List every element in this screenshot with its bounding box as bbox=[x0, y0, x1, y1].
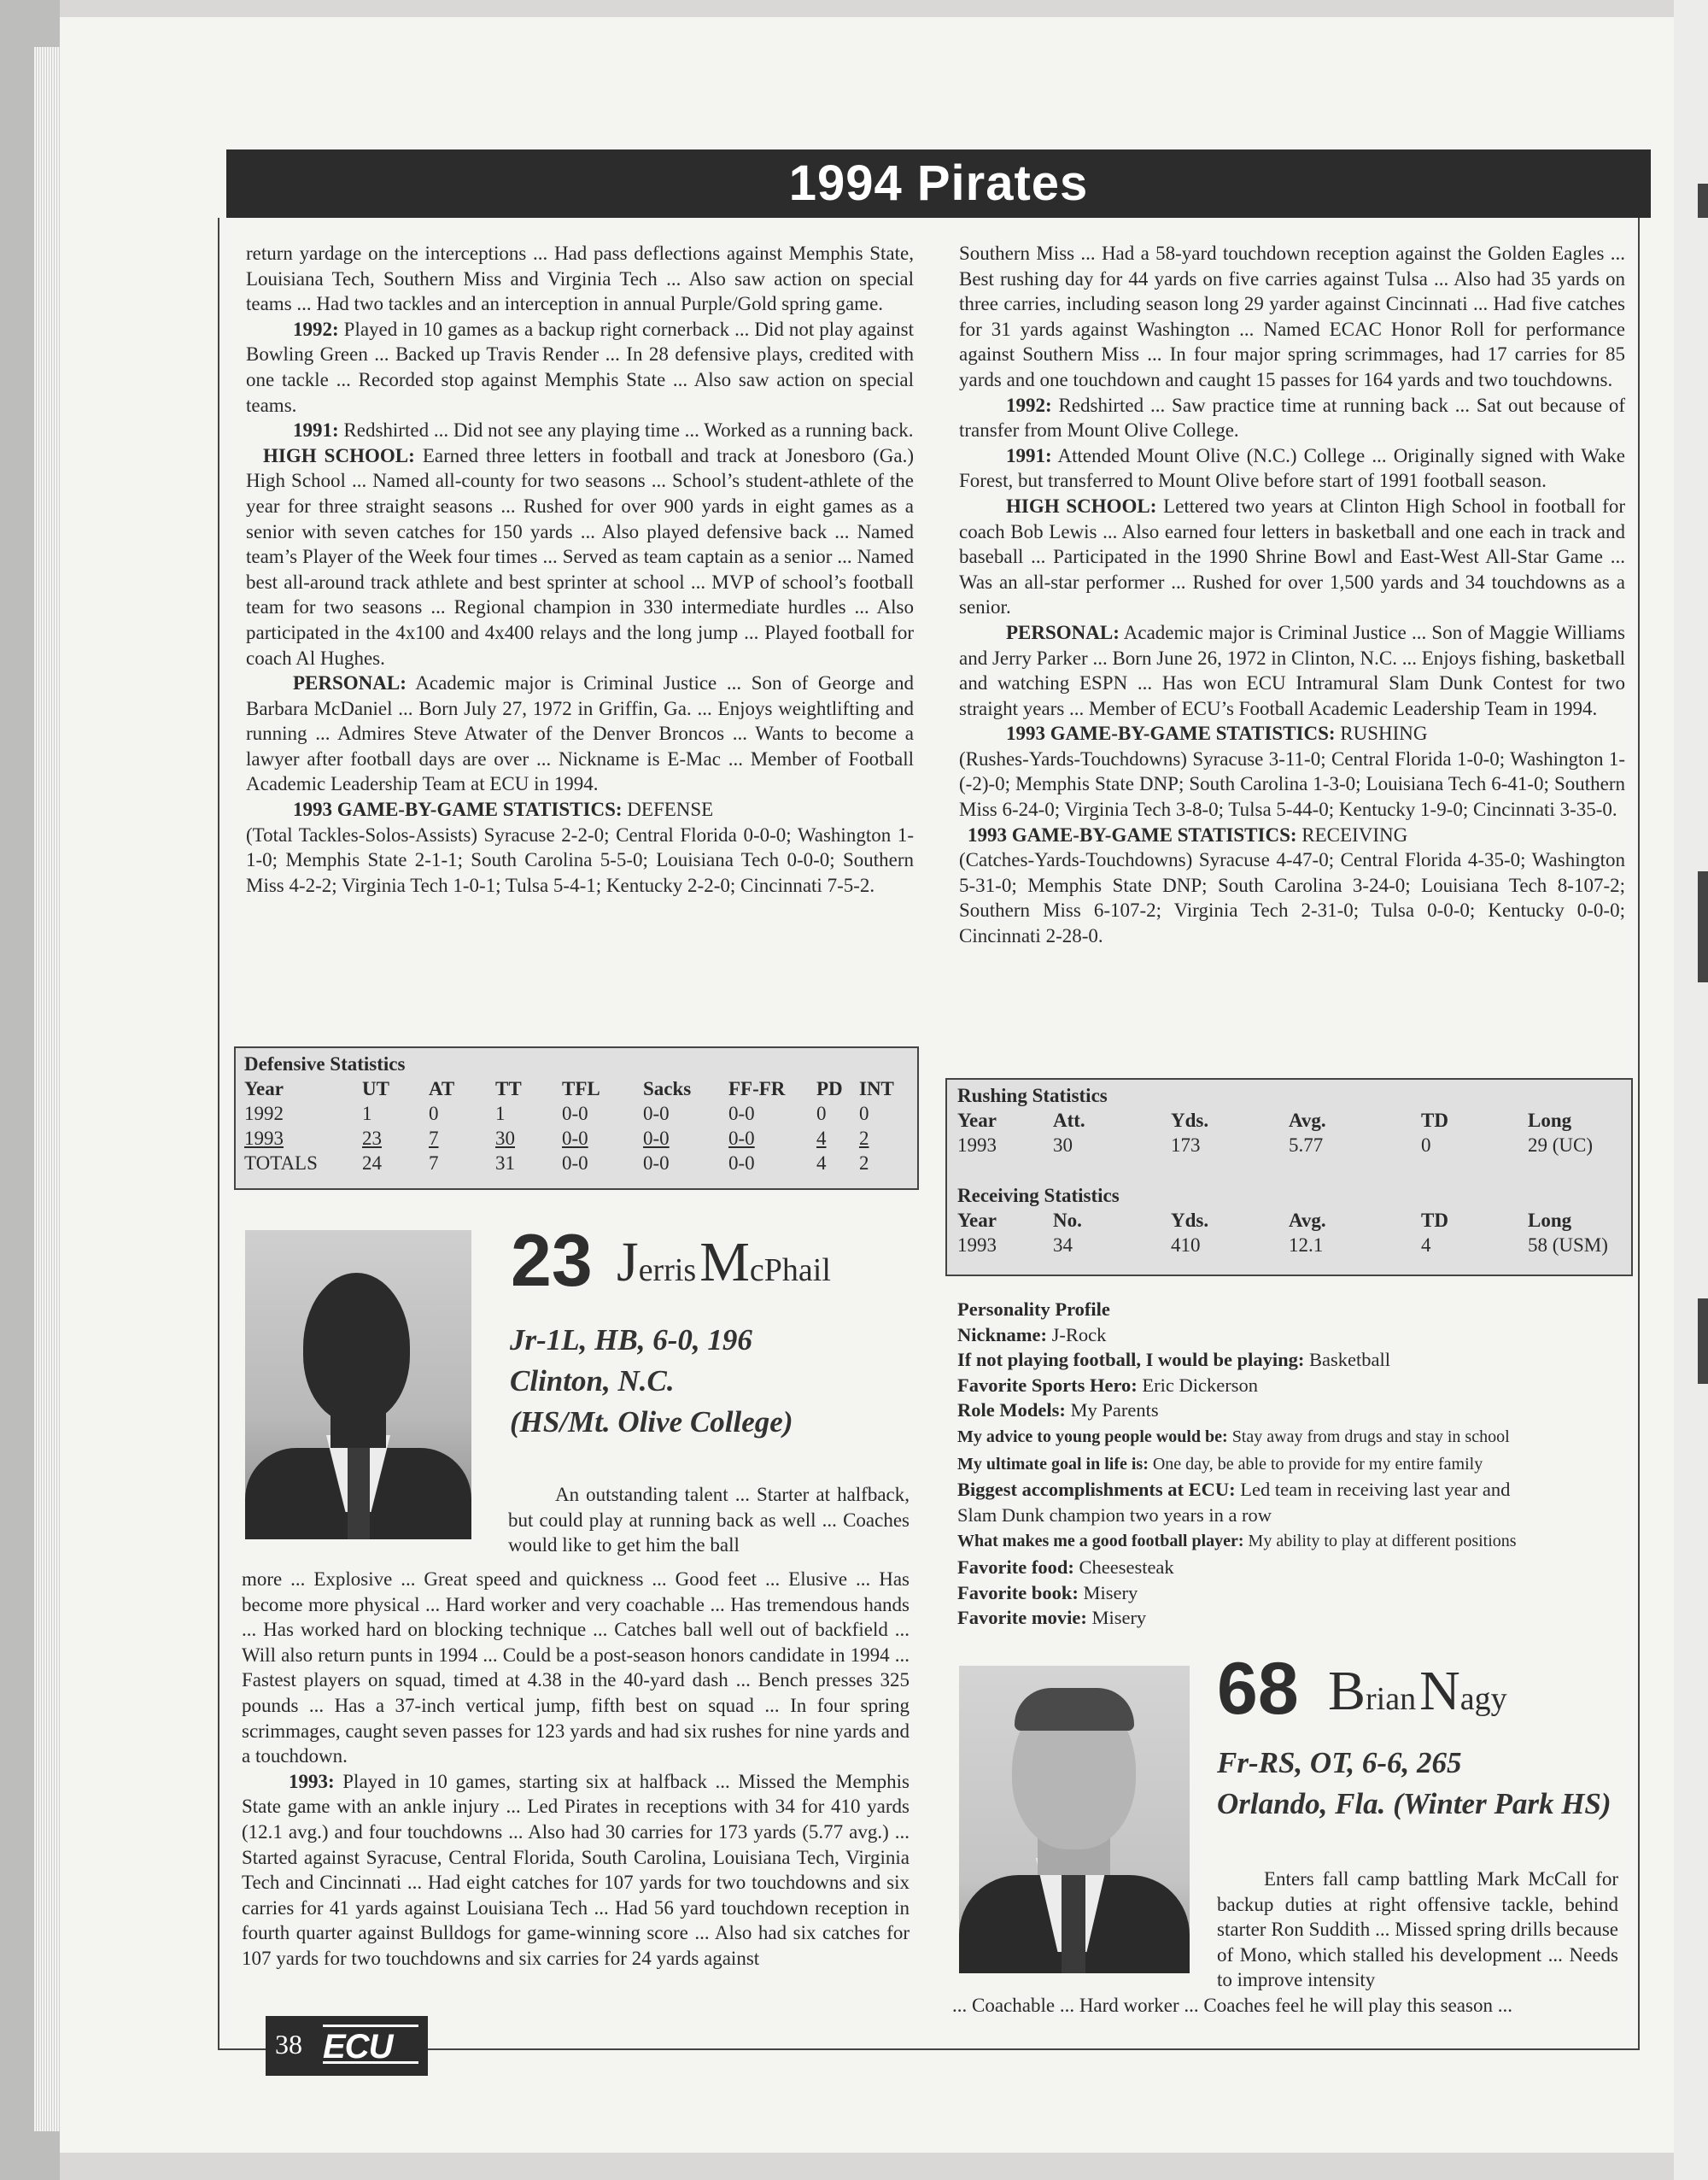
paragraph bbox=[246, 317, 914, 418]
paragraph-label: 1992: bbox=[293, 318, 339, 340]
player-hometown: Clinton, N.C. bbox=[510, 1364, 675, 1398]
next-page-edge bbox=[1674, 0, 1708, 2180]
name-rest: rian bbox=[1366, 1681, 1417, 1717]
column-header: Sacks bbox=[643, 1078, 692, 1099]
table-cell: 5.77 bbox=[1289, 1134, 1324, 1156]
photo-tie bbox=[348, 1448, 370, 1539]
next-page-mark bbox=[1698, 1298, 1708, 1384]
profile-value: Misery bbox=[1078, 1581, 1138, 1603]
profile-item bbox=[957, 1477, 1632, 1503]
paragraph-text: Academic major is Criminal Justice ... Son of George and Barbara McDaniel ... Born July 27, 1972 in Griffin, Ga. ... Enjoys weightlifting and running ... Admires Steve Atwater of the Denver Broncos ... Wants to become a lawyer after football days are over ... Nickname is E-Mac ... Member of Football Academic Leadership Team at ECU in 1994. bbox=[246, 672, 914, 795]
paragraph-label: HIGH SCHOOL: bbox=[263, 444, 415, 466]
table-cell: 0 bbox=[1421, 1134, 1431, 1156]
column-header: TT bbox=[495, 1078, 522, 1099]
table-cell: 4 bbox=[816, 1152, 827, 1174]
table-cell: 1992 bbox=[244, 1103, 284, 1124]
paragraph bbox=[959, 721, 1625, 747]
profile-item bbox=[957, 1527, 1632, 1555]
player-school: (HS/Mt. Olive College) bbox=[510, 1405, 793, 1439]
profile-item bbox=[957, 1555, 1632, 1580]
table-cell: 4 bbox=[816, 1128, 827, 1149]
profile-key: Role Models: bbox=[957, 1399, 1066, 1421]
paragraph: ... Coachable ... Hard worker ... Coaches feel he will play this season ... bbox=[952, 1995, 1512, 2016]
player-photo bbox=[959, 1666, 1190, 1973]
table-cell: 0-0 bbox=[562, 1103, 588, 1124]
table-cell: 410 bbox=[1171, 1234, 1201, 1256]
table-cell: 173 bbox=[1171, 1134, 1201, 1156]
column-header: Att. bbox=[1053, 1110, 1085, 1131]
paragraph-text: Redshirted ... Saw practice time at running back ... Sat out because of transfer from Mount Olive College. bbox=[959, 394, 1625, 442]
table-cell: 34 bbox=[1053, 1234, 1073, 1256]
frame-left-rule bbox=[218, 218, 219, 2050]
profile-key: My ultimate goal in life is: bbox=[957, 1454, 1149, 1474]
paragraph: more ... Explosive ... Great speed and quickness ... Good feet ... Elusive ... Has become more physical ... Hard worker and very coachable ... Has tremendous hands ... Has worked hard on blocking technique ... Catches ball well out of backfield ... Will also return punts in 1994 ... Could be a post-season honors candidate in 1994 ... Fastest players on squad, timed at 4.38 in the 40-yard dash ... Bench presses 325 pounds ... Has a 37-inch vertical jump, fifth best on squad ... In four spring scrimmages, caught seven passes for 123 yards and had six rushes for nine yards and a touchdown. bbox=[242, 1568, 910, 1767]
table-cell: 1 bbox=[495, 1103, 506, 1124]
table-title: Receiving Statistics bbox=[957, 1185, 1120, 1206]
paragraph: Enters fall camp battling Mark McCall for backup duties at right offensive tackle, behind starter Ron Suddith ... Missed spring drills because of Mono, which stalled his development ... Needs to improve intensity bbox=[1217, 1868, 1618, 1991]
name-rest: erris bbox=[638, 1252, 697, 1288]
paragraph-text: RECEIVING bbox=[1296, 823, 1408, 846]
player-number: 23 bbox=[511, 1220, 593, 1302]
column-header: Long bbox=[1528, 1210, 1572, 1231]
profile-key: What makes me a good football player: bbox=[957, 1532, 1244, 1551]
photo-tie bbox=[1062, 1871, 1085, 1973]
paragraph: An outstanding talent ... Starter at halfback, but could play at running back as well ... Coaches would like to get him the ball bbox=[508, 1484, 910, 1556]
column-header: TD bbox=[1421, 1110, 1448, 1131]
paragraph bbox=[246, 671, 914, 797]
paragraph-label: 1993 GAME-BY-GAME STATISTICS: bbox=[968, 823, 1297, 846]
paragraph-text: Earned three letters in football and track at Jonesboro (Ga.) High School ... Named all-county for two seasons ... School’s student-athlete of the year for three straight seasons ... Rushed for over 900 yards in eight games as a senior with seven catches for 150 yards ... Also played defensive back ... Named team’s Player of the Week four times ... Served as team captain as a senior ... Named best all-around track athlete and best sprinter at school ... MVP of school’s football team for two seasons ... Regional champion in 330 intermediate hurdles ... Also participated in the 4x100 and 4x400 relays and the long jump ... Played football for coach Al Hughes. bbox=[246, 444, 914, 669]
paragraph bbox=[246, 418, 914, 443]
column-header: INT bbox=[859, 1078, 894, 1099]
receiving-stats-table bbox=[957, 1208, 1621, 1257]
name-initial: B bbox=[1328, 1660, 1366, 1722]
player-hometown: Orlando, Fla. (Winter Park HS) bbox=[1217, 1787, 1611, 1820]
table-cell: 0 bbox=[816, 1103, 827, 1124]
table-header-row bbox=[957, 1108, 1621, 1133]
profile-value: Misery bbox=[1086, 1607, 1147, 1629]
table-cell: 0 bbox=[429, 1103, 439, 1124]
column-header: Long bbox=[1528, 1110, 1572, 1131]
paragraph-label: PERSONAL: bbox=[293, 672, 407, 694]
column-header: UT bbox=[362, 1078, 389, 1099]
table-cell: 1 bbox=[362, 1103, 372, 1124]
paragraph-text: Played in 10 games as a backup right cornerback ... Did not play against Bowling Green ... Backed up Travis Render ... In 28 defensive plays, credited with one tackle ... Recorded stop against Memphis State ... Also saw action on special teams. bbox=[246, 318, 914, 416]
paragraph-text: Lettered two years at Clinton High School in football for coach Bob Lewis ... Also earned four letters in basketball and one each in track and baseball ... Participated in the 1990 Shrine Bowl and East-West All-Star Game ... Was an all-star performer ... Rushed for over 1,500 yards and 34 touchdowns as a senior. bbox=[959, 495, 1625, 618]
table-cell: 0-0 bbox=[562, 1128, 588, 1149]
paragraph-label: 1993 GAME-BY-GAME STATISTICS: bbox=[293, 799, 623, 821]
column-header: TFL bbox=[562, 1078, 600, 1099]
profile-title: Personality Profile bbox=[957, 1298, 1110, 1320]
paragraph-label: 1992: bbox=[1006, 394, 1052, 416]
table-cell: 0-0 bbox=[728, 1152, 755, 1174]
column-header: Year bbox=[957, 1110, 997, 1131]
table-cell: 0-0 bbox=[643, 1103, 670, 1124]
paragraph: Southern Miss ... Had a 58-yard touchdown reception against the Golden Eagles ... Best rushing day for 44 yards on five carries against Tulsa ... Also had 35 yards on three carries, including season long 29 yarder against Cincinnati ... Had five catches for 31 yards against Washington ... Named ECAC Honor Roll for performance against Southern Miss ... In four major spring scrimmages, had 17 carries for 85 yards and one touchdown and caught 15 passes for 164 yards and two touchdowns. bbox=[959, 243, 1625, 390]
paragraph-text: Redshirted ... Did not see any playing time ... Worked as a running back. bbox=[338, 419, 914, 442]
column-header: AT bbox=[429, 1078, 455, 1099]
column-header: Yds. bbox=[1171, 1210, 1209, 1231]
player-position: Fr-RS, OT, 6-6, 265 bbox=[1217, 1746, 1462, 1779]
player-name bbox=[1328, 1659, 1507, 1724]
profile-item bbox=[957, 1373, 1632, 1398]
table-cell: 7 bbox=[429, 1128, 439, 1149]
profile-key: Favorite movie: bbox=[957, 1607, 1087, 1629]
paragraph bbox=[246, 443, 914, 671]
profile-value: Slam Dunk champion two years in a row bbox=[957, 1503, 1272, 1526]
player-bio bbox=[242, 1567, 910, 1972]
spacer bbox=[957, 1157, 1621, 1183]
profile-key: Favorite food: bbox=[957, 1556, 1074, 1578]
profile-item bbox=[957, 1423, 1632, 1450]
left-column bbox=[246, 241, 914, 898]
table-cell: 23 bbox=[362, 1128, 382, 1149]
profile-value: One day, be able to provide for my entire family bbox=[1148, 1454, 1483, 1474]
table-cell: 0-0 bbox=[643, 1128, 670, 1149]
profile-item bbox=[957, 1503, 1632, 1528]
profile-value: My Parents bbox=[1065, 1399, 1159, 1421]
column-header: Yds. bbox=[1171, 1110, 1209, 1131]
paragraph bbox=[959, 620, 1625, 721]
frame-bottom-rule bbox=[218, 2048, 1640, 2050]
right-column bbox=[959, 241, 1625, 949]
table-row bbox=[957, 1233, 1621, 1257]
rushing-receiving-stats bbox=[945, 1078, 1633, 1276]
profile-item bbox=[957, 1605, 1632, 1631]
name-rest: agy bbox=[1459, 1681, 1507, 1717]
next-page-mark bbox=[1698, 871, 1708, 982]
table-cell: 0-0 bbox=[728, 1103, 755, 1124]
table-title: Rushing Statistics bbox=[957, 1085, 1108, 1106]
paragraph bbox=[959, 494, 1625, 620]
profile-key: Biggest accomplishments at ECU: bbox=[957, 1479, 1236, 1501]
paragraph-label: 1993 GAME-BY-GAME STATISTICS: bbox=[1006, 723, 1336, 745]
rushing-stats-table bbox=[957, 1108, 1621, 1157]
paragraph-text: RUSHING bbox=[1335, 723, 1428, 745]
defensive-stats-table bbox=[234, 1046, 919, 1190]
table-cell: 58 (USM) bbox=[1528, 1234, 1608, 1256]
table-cell: 2 bbox=[859, 1152, 869, 1174]
table-cell: 4 bbox=[1421, 1234, 1431, 1256]
column-header: Year bbox=[244, 1078, 284, 1099]
paragraph-text: Attended Mount Olive (N.C.) College ... Originally signed with Wake Forest, but transferred to Mount Olive before start of 1991 football season. bbox=[959, 444, 1625, 492]
paragraph-label: PERSONAL: bbox=[1006, 621, 1120, 643]
paragraph: (Catches-Yards-Touchdowns) Syracuse 4-47-0; Central Florida 4-35-0; Washington 5-31-0; Memphis State DNP; South Carolina 3-24-0; Louisiana Tech 8-107-2; Southern Miss 6-107-2; Virginia Tech 2-31-0; Tulsa 0-0-0; Kentucky 0-0-0; Cincinnati 2-28-0. bbox=[959, 849, 1625, 947]
table-row bbox=[244, 1151, 909, 1175]
paragraph bbox=[959, 393, 1625, 443]
column-header: FF-FR bbox=[728, 1078, 786, 1099]
player-photo bbox=[245, 1230, 471, 1539]
table-cell: 12.1 bbox=[1289, 1234, 1324, 1256]
table-row bbox=[957, 1133, 1621, 1157]
profile-item bbox=[957, 1398, 1632, 1423]
table-cell: 30 bbox=[495, 1128, 515, 1149]
paragraph bbox=[242, 1769, 910, 1972]
profile-item bbox=[957, 1347, 1632, 1373]
table-cell: 24 bbox=[362, 1152, 382, 1174]
table-cell: 1993 bbox=[957, 1234, 997, 1256]
profile-key: Favorite book: bbox=[957, 1581, 1079, 1603]
profile-key: My advice to young people would be: bbox=[957, 1427, 1228, 1446]
profile-key: Nickname: bbox=[957, 1323, 1047, 1345]
table-row bbox=[244, 1126, 909, 1151]
personality-profile bbox=[957, 1297, 1632, 1631]
profile-value: Stay away from drugs and stay in school bbox=[1227, 1427, 1510, 1446]
player-position: Jr-1L, HB, 6-0, 196 bbox=[510, 1323, 752, 1357]
profile-key: If not playing football, I would be playing: bbox=[957, 1349, 1305, 1371]
column-header: Avg. bbox=[1289, 1210, 1326, 1231]
profile-item bbox=[957, 1322, 1632, 1348]
name-rest: cPhail bbox=[749, 1252, 831, 1288]
table-cell: 0 bbox=[859, 1103, 869, 1124]
name-initial: J bbox=[617, 1231, 639, 1293]
page-title: 1994 Pirates bbox=[226, 149, 1651, 218]
table-row bbox=[244, 1101, 909, 1126]
column-header: Year bbox=[957, 1210, 997, 1231]
paragraph bbox=[246, 797, 914, 823]
photo-head bbox=[303, 1273, 410, 1422]
table-cell: 31 bbox=[495, 1152, 515, 1174]
frame-right-rule bbox=[1638, 218, 1640, 2050]
table-cell: 2 bbox=[859, 1128, 869, 1149]
column-header: PD bbox=[816, 1078, 843, 1099]
player-number: 68 bbox=[1217, 1648, 1299, 1730]
next-page-mark bbox=[1698, 184, 1708, 218]
page-number: 38 bbox=[275, 2029, 302, 2060]
column-header: No. bbox=[1053, 1210, 1082, 1231]
profile-value: Cheesesteak bbox=[1073, 1556, 1174, 1578]
table-cell: 29 (UC) bbox=[1528, 1134, 1594, 1156]
table-cell: TOTALS bbox=[244, 1152, 318, 1174]
player-bio-last-line bbox=[952, 1993, 1618, 2019]
column-header: TD bbox=[1421, 1210, 1448, 1231]
column-header: Avg. bbox=[1289, 1110, 1326, 1131]
table-cell: 7 bbox=[429, 1152, 439, 1174]
paragraph bbox=[959, 823, 1625, 848]
profile-key: Favorite Sports Hero: bbox=[957, 1374, 1138, 1396]
profile-value: Basketball bbox=[1304, 1349, 1390, 1371]
paragraph: (Total Tackles-Solos-Assists) Syracuse 2-2-0; Central Florida 0-0-0; Washington 1-1-0; Memphis State 2-1-1; South Carolina 5-5-0; Louisiana Tech 0-0-0; Southern Miss 4-2-2; Virginia Tech 1-0-1; Tulsa 5-4-1; Kentucky 2-2-0; Cincinnati 7-5-2. bbox=[246, 823, 914, 896]
photo-hair bbox=[1015, 1688, 1134, 1731]
player-details bbox=[510, 1320, 793, 1443]
paragraph-label: 1993: bbox=[289, 1770, 335, 1792]
table-cell: 1993 bbox=[244, 1128, 284, 1149]
table-header-row bbox=[244, 1076, 909, 1101]
paragraph bbox=[959, 443, 1625, 494]
name-initial: M bbox=[699, 1231, 750, 1293]
photo-neck bbox=[330, 1401, 386, 1448]
table-cell: 0-0 bbox=[643, 1152, 670, 1174]
player-bio-intro bbox=[508, 1482, 910, 1558]
paragraph-text: DEFENSE bbox=[622, 799, 714, 821]
profile-value: J-Rock bbox=[1047, 1323, 1107, 1345]
paragraph: return yardage on the interceptions ... Had pass deflections against Memphis State, Louisiana Tech, Southern Miss and Virginia Tech ... Also saw action on special teams ... Had two tackles and an interception in annual Purple/Gold spring game. bbox=[246, 243, 914, 315]
ecu-logo: ECU bbox=[323, 2025, 418, 2064]
profile-item bbox=[957, 1450, 1632, 1478]
paragraph-label: 1991: bbox=[293, 419, 339, 442]
paragraph: (Rushes-Yards-Touchdowns) Syracuse 3-11-0; Central Florida 1-0-0; Washington 1-(-2)-0; Memphis State DNP; South Carolina 1-3-0; Louisiana Tech 6-41-0; Southern Miss 6-24-0; Virginia Tech 3-8-0; Tulsa 5-44-0; Kentucky 1-9-0; Cincinnati 3-35-0. bbox=[959, 747, 1625, 821]
table-cell: 0-0 bbox=[728, 1128, 755, 1149]
player-details bbox=[1217, 1743, 1611, 1825]
player-bio bbox=[1217, 1866, 1618, 1993]
profile-value: Led team in receiving last year and bbox=[1235, 1479, 1511, 1501]
player-name bbox=[617, 1230, 831, 1295]
name-initial: N bbox=[1419, 1660, 1460, 1722]
table-title: Defensive Statistics bbox=[244, 1053, 406, 1075]
table-header-row bbox=[957, 1208, 1621, 1233]
table-cell: 1993 bbox=[957, 1134, 997, 1156]
profile-value: My ability to play at different positions bbox=[1243, 1532, 1517, 1551]
profile-item bbox=[957, 1580, 1632, 1606]
profile-value: Eric Dickerson bbox=[1137, 1374, 1258, 1396]
table-cell: 0-0 bbox=[562, 1152, 588, 1174]
table-cell: 30 bbox=[1053, 1134, 1073, 1156]
paragraph-text: Academic major is Criminal Justice ... Son of Maggie Williams and Jerry Parker ... Born June 26, 1972 in Clinton, N.C. ... Enjoys fishing, basketball and watching ESPN ... Has won ECU Intramural Slam Dunk Contest for two straight years ... Member of ECU’s Football Academic Leadership Team in 1994. bbox=[959, 621, 1626, 719]
paragraph-text: Played in 10 games, starting six at halfback ... Missed the Memphis State game with an ankle injury ... Led Pirates in receptions with 34 for 410 yards (12.1 avg.) and four touchdowns ... Also had 30 carries for 173 yards (5.77 avg.) ... Started against Syracuse, Central Florida, South Carolina, Louisiana Tech, Virginia Tech and Cincinnati ... Had eight catches for 107 yards for two touchdowns and six carries for 41 yards against Louisiana Tech ... Had 56 yard touchdown reception in fourth quarter against Bulldogs for game-winning score ... Also had six catches for 107 yards for two touchdowns and six carries for 24 yards against bbox=[242, 1770, 910, 1969]
paragraph-label: HIGH SCHOOL: bbox=[1006, 495, 1157, 517]
paragraph-label: 1991: bbox=[1006, 444, 1052, 466]
